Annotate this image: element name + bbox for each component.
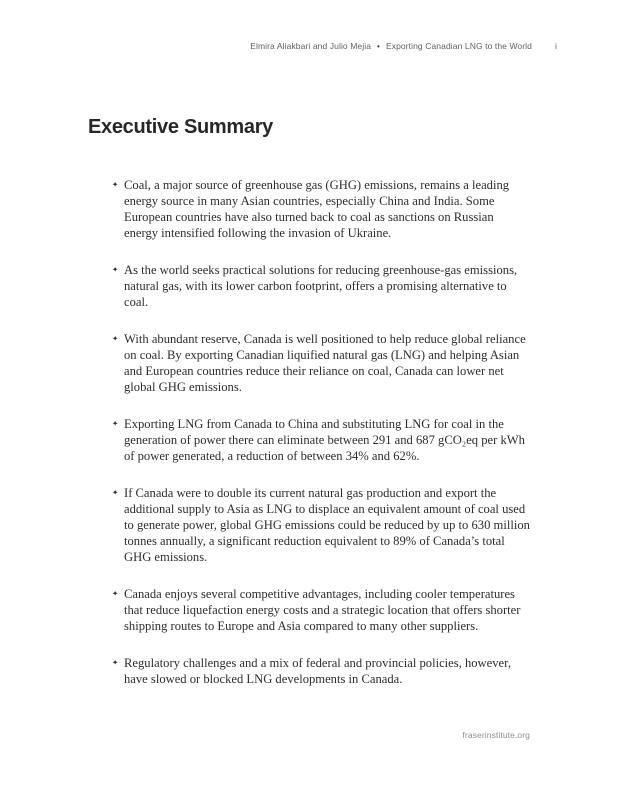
running-header-authors: Elmira Aliakbari and Julio Mejia: [250, 41, 372, 51]
bullet-text: Canada enjoys several competitive advantages, including cooler temperatures that reduce liquefaction energy costs and a strategic location that offers shorter shipping routes to Europe and Asia compared to many other suppliers.: [124, 587, 521, 633]
bullet-text: If Canada were to double its current natural gas production and export the additional supply to Asia as LNG to displace an equivalent amount of coal used to generate power, global GHG emissions could be reduced by up to 630 million tonnes annually, a significant reduction equivalent to 89% of Canada’s total GHG emissions.: [124, 486, 530, 564]
bullet-text: Exporting LNG from Canada to China and substituting LNG for coal in the generation of power there can eliminate between 291 and 687 gCO₂eq per kWh of power generated, a reduction of between 34% and 62%.: [124, 417, 525, 463]
bullet-text: Regulatory challenges and a mix of federal and provincial policies, however, have slowed or blocked LNG developments in Canada.: [124, 656, 511, 686]
bullet-item: [112, 262, 530, 310]
diamond-bullet-icon: ✦: [112, 265, 119, 274]
diamond-bullet-icon: ✦: [112, 589, 119, 598]
running-header-document-title: Exporting Canadian LNG to the World: [385, 41, 532, 51]
bullet-item: [112, 331, 530, 395]
bullet-text: Coal, a major source of greenhouse gas (GHG) emissions, remains a leading energy source in many Asian countries, especially China and India. Some European countries have also turned back to coal as sanctions on Russian energy intensified following the invasion of Ukraine.: [124, 178, 510, 240]
executive-summary-bullet-list: [112, 177, 530, 708]
bullet-text: As the world seeks practical solutions for reducing greenhouse-gas emissions, natural gas, with its lower carbon footprint, offers a promising alternative to coal.: [124, 263, 518, 309]
diamond-bullet-icon: ✦: [112, 488, 119, 497]
page-number: i: [555, 41, 557, 51]
diamond-bullet-icon: ✦: [112, 658, 119, 667]
footer-website-text: fraserinstitute.org: [462, 730, 530, 740]
diamond-bullet-icon: ✦: [112, 180, 119, 189]
bullet-item: [112, 416, 530, 464]
bullet-separator-icon: •: [377, 42, 380, 51]
bullet-item: [112, 177, 530, 241]
bullet-item: [112, 655, 530, 687]
bullet-item: [112, 485, 530, 565]
running-header: [88, 41, 557, 51]
page-footer: [462, 730, 530, 740]
diamond-bullet-icon: ✦: [112, 334, 119, 343]
page-title: Executive Summary: [88, 116, 273, 139]
diamond-bullet-icon: ✦: [112, 419, 119, 428]
bullet-text: With abundant reserve, Canada is well positioned to help reduce global reliance on coal. By exporting Canadian liquified natural gas (LNG) and helping Asian and European countries reduce their reliance on coal, Canada can lower net global GHG emissions.: [124, 332, 526, 394]
bullet-item: [112, 586, 530, 634]
